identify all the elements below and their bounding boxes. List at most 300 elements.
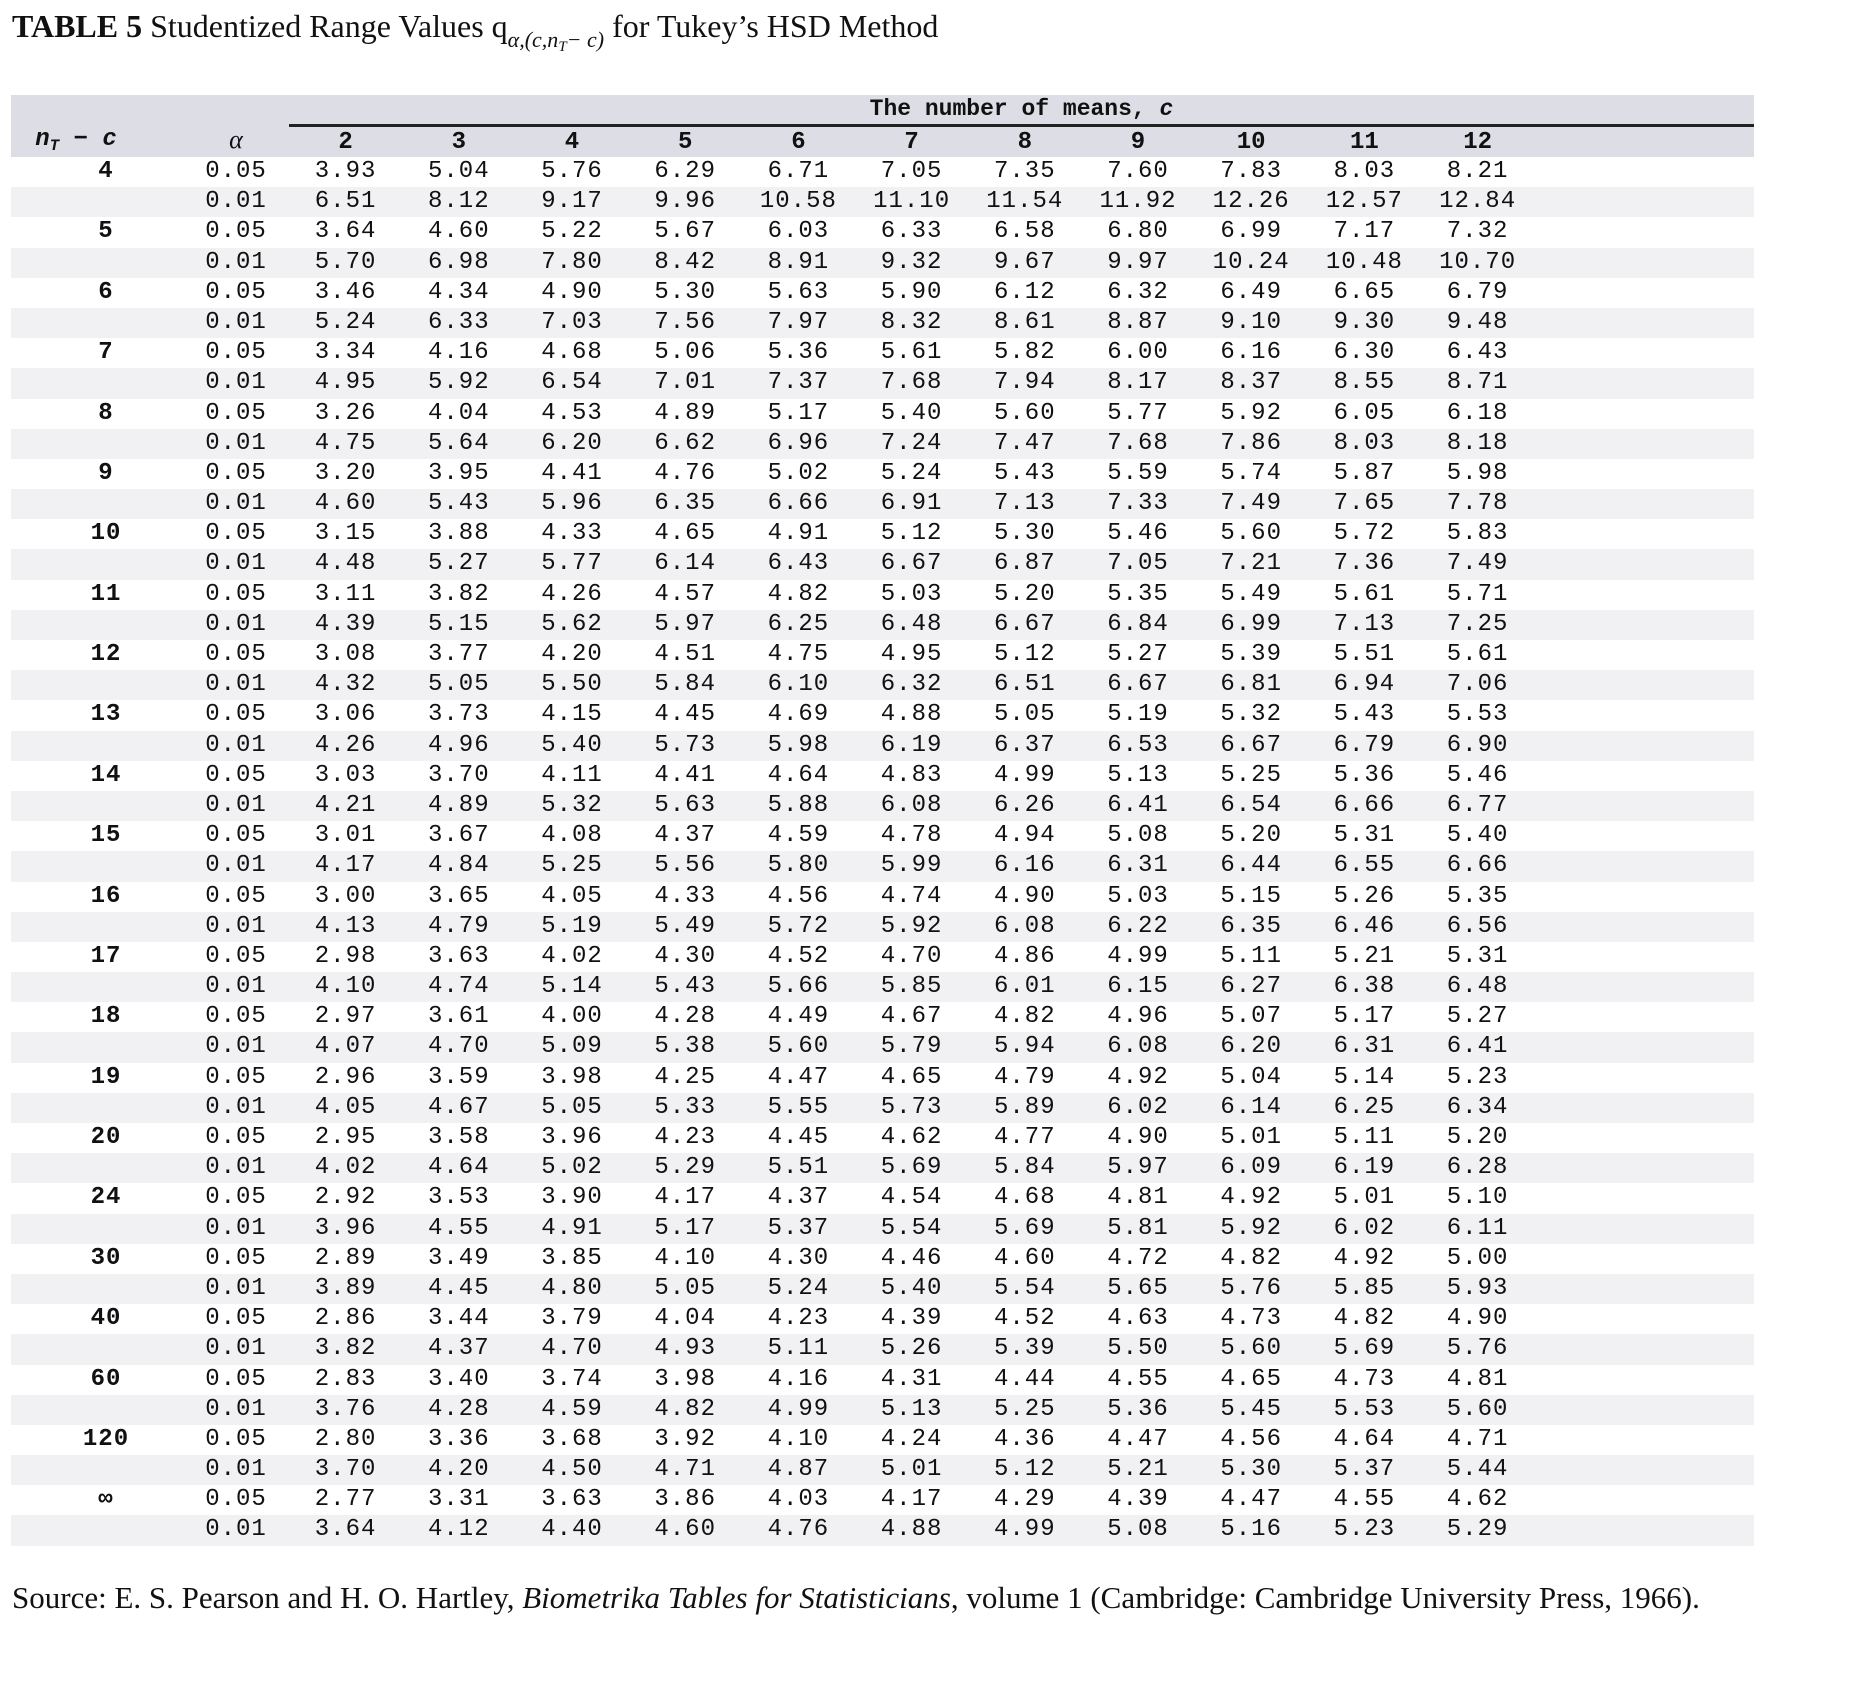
value-cell: 3.76: [314, 1395, 377, 1423]
value-cell: 4.37: [767, 1184, 830, 1212]
column-header-12: 12: [1463, 129, 1492, 156]
value-cell: 5.16: [1220, 1516, 1282, 1544]
value-cell: 4.36: [993, 1425, 1056, 1453]
value-cell: 6.18: [1446, 399, 1509, 427]
value-cell: 4.99: [767, 1395, 830, 1423]
df-cell: [41, 851, 171, 881]
value-cell: 6.25: [1333, 1093, 1396, 1121]
value-cell: 6.80: [1107, 218, 1169, 246]
value-cell: 4.87: [767, 1456, 830, 1484]
value-cell: 2.95: [314, 1124, 377, 1151]
value-cell: 3.00: [314, 882, 377, 910]
value-cell: 3.96: [314, 1214, 377, 1242]
table-row: [11, 157, 1754, 187]
value-cell: 3.74: [541, 1365, 603, 1393]
value-cell: 4.65: [1220, 1365, 1282, 1393]
value-cell: 6.01: [993, 973, 1056, 1001]
value-cell: 2.89: [314, 1244, 377, 1272]
alpha-cell: 0.01: [205, 429, 267, 457]
value-cell: 4.47: [1220, 1486, 1282, 1514]
value-cell: 8.61: [993, 308, 1056, 336]
value-cell: 6.00: [1107, 339, 1169, 367]
value-cell: 5.14: [1333, 1063, 1396, 1091]
table-row: [11, 1455, 1754, 1485]
value-cell: 5.13: [880, 1395, 943, 1423]
value-cell: 6.66: [1446, 852, 1509, 880]
alpha-cell: 0.05: [205, 1244, 267, 1272]
value-cell: 4.89: [654, 399, 716, 427]
value-cell: 5.69: [880, 1154, 943, 1182]
group-label-var: c: [1159, 96, 1174, 122]
value-cell: 5.29: [1446, 1516, 1509, 1544]
table-row: [11, 1093, 1754, 1123]
value-cell: 5.05: [427, 671, 490, 699]
value-cell: 3.79: [541, 1305, 603, 1333]
value-cell: 4.55: [1333, 1486, 1396, 1514]
alpha-cell: 0.01: [205, 912, 267, 940]
value-cell: 5.00: [1446, 1244, 1509, 1272]
value-cell: 5.69: [1333, 1335, 1396, 1363]
value-cell: 4.41: [654, 761, 716, 789]
df-cell: 9: [98, 459, 114, 487]
df-cell: [41, 1274, 171, 1304]
value-cell: 5.22: [541, 218, 603, 246]
value-cell: 6.54: [541, 369, 603, 397]
table-row: [11, 821, 1754, 851]
value-cell: 2.86: [314, 1305, 377, 1333]
df-cell: [41, 972, 171, 1002]
value-cell: 3.59: [427, 1063, 490, 1091]
value-cell: 4.95: [314, 369, 377, 397]
value-cell: 4.64: [767, 761, 830, 789]
value-cell: 4.77: [993, 1124, 1056, 1151]
value-cell: 3.61: [427, 1003, 490, 1031]
value-cell: 4.34: [427, 278, 490, 306]
value-cell: 5.53: [1446, 701, 1509, 729]
value-cell: 5.25: [541, 852, 603, 880]
value-cell: 4.60: [427, 218, 490, 246]
value-cell: 5.08: [1107, 822, 1169, 850]
value-cell: 5.03: [880, 580, 943, 608]
value-cell: 4.20: [541, 641, 603, 668]
df-cell: 17: [90, 942, 122, 970]
value-cell: 5.30: [993, 520, 1056, 548]
alpha-cell: 0.05: [205, 1124, 267, 1151]
value-cell: 3.26: [314, 399, 377, 427]
value-cell: 9.17: [541, 188, 603, 216]
column-header-4: 4: [564, 129, 580, 156]
alpha-cell: 0.05: [205, 1305, 267, 1333]
table-row: [11, 1365, 1754, 1395]
alpha-cell: 0.05: [205, 761, 267, 789]
df-cell: [41, 549, 171, 579]
value-cell: 4.30: [654, 942, 716, 970]
value-cell: 6.32: [1107, 278, 1169, 306]
value-cell: 6.65: [1333, 278, 1396, 306]
value-cell: 4.02: [541, 942, 603, 970]
value-cell: 5.49: [1220, 580, 1282, 608]
value-cell: 3.49: [427, 1244, 490, 1272]
value-cell: 4.79: [427, 912, 490, 940]
value-cell: 4.54: [880, 1184, 943, 1212]
table-row: [11, 308, 1754, 338]
df-cell: 14: [90, 761, 122, 789]
value-cell: 4.73: [1333, 1365, 1396, 1393]
alpha-cell: 0.01: [205, 671, 267, 699]
value-cell: 5.05: [541, 1093, 603, 1121]
alpha-cell: 0.01: [205, 973, 267, 1001]
value-cell: 6.56: [1446, 912, 1509, 940]
value-cell: 7.68: [880, 369, 943, 397]
df-cell: [41, 1515, 171, 1545]
value-cell: 4.44: [993, 1365, 1056, 1393]
value-cell: 5.80: [767, 852, 830, 880]
value-cell: 4.33: [654, 882, 716, 910]
df-cell: 20: [90, 1124, 122, 1151]
value-cell: 5.15: [1220, 882, 1282, 910]
value-cell: 5.72: [1333, 520, 1396, 548]
value-cell: 5.44: [1446, 1456, 1509, 1484]
value-cell: 3.98: [654, 1365, 716, 1393]
value-cell: 6.91: [880, 490, 943, 518]
df-cell: [41, 610, 171, 640]
q-subscript-end: − c): [566, 27, 605, 52]
table-row: [11, 1183, 1754, 1213]
column-header-8: 8: [1017, 129, 1032, 156]
value-cell: 4.99: [993, 761, 1056, 789]
value-cell: 6.35: [1220, 912, 1282, 940]
df-cell: 18: [90, 1003, 122, 1031]
value-cell: 5.01: [1333, 1184, 1396, 1212]
value-cell: 4.39: [1107, 1486, 1169, 1514]
value-cell: 6.79: [1446, 278, 1509, 306]
value-cell: 7.35: [993, 158, 1056, 185]
title-text: Studentized Range Values: [150, 8, 484, 44]
value-cell: 6.49: [1220, 278, 1282, 306]
value-cell: 4.62: [880, 1124, 943, 1151]
value-cell: 5.62: [541, 610, 603, 638]
value-cell: 5.26: [880, 1335, 943, 1363]
alpha-cell: 0.05: [205, 580, 267, 608]
value-cell: 6.09: [1220, 1154, 1282, 1182]
alpha-cell: 0.05: [205, 1486, 267, 1514]
value-cell: 4.71: [654, 1456, 716, 1484]
value-cell: 5.67: [654, 218, 716, 246]
df-cell: [41, 670, 171, 700]
df-cell: 16: [90, 882, 122, 910]
value-cell: 3.40: [427, 1365, 490, 1393]
value-cell: 4.11: [541, 761, 603, 789]
value-cell: 4.73: [1220, 1305, 1282, 1333]
value-cell: 4.91: [767, 520, 830, 548]
value-cell: 4.17: [654, 1184, 716, 1212]
value-cell: 6.84: [1107, 610, 1169, 638]
df-cell: 13: [90, 701, 122, 729]
value-cell: 4.82: [1333, 1305, 1396, 1333]
value-cell: 4.82: [1220, 1244, 1282, 1272]
value-cell: 3.68: [541, 1425, 603, 1453]
value-cell: 3.70: [314, 1456, 377, 1484]
value-cell: 6.31: [1333, 1033, 1396, 1061]
value-cell: 5.79: [880, 1033, 943, 1061]
value-cell: 7.37: [767, 369, 830, 397]
alpha-cell: 0.01: [205, 1335, 267, 1363]
alpha-cell: 0.01: [205, 308, 267, 336]
df-cell: [41, 489, 171, 519]
value-cell: 4.28: [654, 1003, 716, 1031]
value-cell: 4.40: [541, 1516, 603, 1544]
value-cell: 2.80: [314, 1425, 377, 1453]
value-cell: 5.12: [993, 1456, 1056, 1484]
value-cell: 3.63: [541, 1486, 603, 1514]
value-cell: 8.87: [1107, 308, 1169, 336]
table-row: [11, 278, 1754, 308]
value-cell: 4.63: [1107, 1305, 1169, 1333]
value-cell: 6.81: [1220, 671, 1282, 699]
value-cell: 7.83: [1220, 158, 1282, 185]
q-subscript: [507, 27, 605, 55]
value-cell: 5.92: [427, 369, 490, 397]
value-cell: 6.33: [880, 218, 943, 246]
value-cell: 2.77: [314, 1486, 377, 1514]
value-cell: 5.37: [767, 1214, 830, 1242]
value-cell: 7.49: [1220, 490, 1282, 518]
value-cell: 4.96: [1107, 1003, 1169, 1031]
value-cell: 6.87: [993, 550, 1056, 578]
value-cell: 6.14: [1220, 1093, 1282, 1121]
table-row: [11, 489, 1754, 519]
value-cell: 6.29: [654, 158, 716, 185]
value-cell: 6.08: [880, 791, 943, 819]
value-cell: 12.26: [1212, 188, 1290, 216]
value-cell: 6.58: [993, 218, 1056, 246]
value-cell: 3.92: [654, 1425, 716, 1453]
value-cell: 6.44: [1220, 852, 1282, 880]
value-cell: 4.31: [880, 1365, 943, 1393]
value-cell: 4.08: [541, 822, 603, 850]
value-cell: 4.81: [1107, 1184, 1169, 1212]
df-cell: [41, 187, 171, 217]
value-cell: 4.70: [880, 942, 943, 970]
value-cell: 3.46: [314, 278, 377, 306]
table-row: [11, 912, 1754, 942]
value-cell: 4.32: [314, 671, 377, 699]
tukey-table: [11, 95, 1754, 1546]
table-row: [11, 700, 1754, 730]
value-cell: 4.45: [654, 701, 716, 729]
value-cell: 5.77: [1107, 399, 1169, 427]
value-cell: 4.88: [880, 1516, 943, 1544]
table-row: [11, 429, 1754, 459]
value-cell: 4.56: [1220, 1425, 1282, 1453]
value-cell: 3.98: [541, 1063, 603, 1091]
value-cell: 4.76: [767, 1516, 830, 1544]
value-cell: 4.92: [1333, 1244, 1396, 1272]
alpha-cell: 0.01: [205, 1395, 267, 1423]
value-cell: 5.59: [1107, 459, 1169, 487]
value-cell: 6.20: [1220, 1033, 1282, 1061]
value-cell: 4.20: [427, 1456, 490, 1484]
value-cell: 7.56: [654, 308, 716, 336]
df-cell: [41, 731, 171, 761]
df-n: n: [35, 126, 50, 153]
value-cell: 5.97: [654, 610, 716, 638]
value-cell: 7.33: [1107, 490, 1169, 518]
alpha-cell: 0.01: [205, 1274, 267, 1302]
value-cell: 5.38: [654, 1033, 716, 1061]
value-cell: 6.66: [767, 490, 830, 518]
source-prefix: Source: E. S. Pearson and H. O. Hartley,: [12, 1580, 523, 1615]
table-row: [11, 791, 1754, 821]
value-cell: 4.00: [541, 1003, 603, 1031]
value-cell: 8.32: [880, 308, 943, 336]
value-cell: 4.86: [993, 942, 1056, 970]
value-cell: 2.98: [314, 942, 377, 970]
value-cell: 4.39: [880, 1305, 943, 1333]
value-cell: 6.28: [1446, 1154, 1509, 1182]
value-cell: 4.93: [654, 1335, 716, 1363]
value-cell: 7.25: [1446, 610, 1509, 638]
value-cell: 4.80: [541, 1274, 603, 1302]
value-cell: 5.25: [1220, 761, 1282, 789]
value-cell: 5.19: [541, 912, 603, 940]
value-cell: 4.59: [541, 1395, 603, 1423]
value-cell: 5.61: [880, 339, 943, 367]
value-cell: 2.97: [314, 1003, 377, 1031]
value-cell: 5.24: [767, 1274, 830, 1302]
value-cell: 4.57: [654, 580, 716, 608]
df-cell: 40: [90, 1305, 122, 1333]
value-cell: 4.10: [654, 1244, 716, 1272]
df-column-header: [11, 123, 141, 157]
value-cell: 8.91: [767, 248, 830, 276]
value-cell: 5.08: [1107, 1516, 1169, 1544]
alpha-cell: 0.01: [205, 1154, 267, 1182]
table-row: [11, 549, 1754, 579]
df-cell: 6: [98, 278, 114, 306]
alpha-cell: 0.05: [205, 882, 267, 910]
value-cell: 5.24: [880, 459, 943, 487]
value-cell: 4.23: [767, 1305, 830, 1333]
value-cell: 5.71: [1446, 580, 1509, 608]
column-header-11: 11: [1349, 129, 1379, 156]
alpha-cell: 0.05: [205, 158, 267, 185]
table-row: [11, 942, 1754, 972]
value-cell: 10.24: [1212, 248, 1290, 276]
alpha-cell: 0.01: [205, 490, 267, 518]
table-row: [11, 761, 1754, 791]
value-cell: 4.99: [993, 1516, 1056, 1544]
alpha-cell: 0.05: [205, 641, 267, 668]
df-cell: 4: [98, 158, 114, 185]
value-cell: 4.70: [427, 1033, 490, 1061]
table-row: [11, 731, 1754, 761]
value-cell: 5.51: [767, 1154, 830, 1182]
alpha-cell: 0.01: [205, 1456, 267, 1484]
column-header-10: 10: [1236, 129, 1266, 156]
value-cell: 4.04: [654, 1305, 716, 1333]
value-cell: 4.05: [314, 1093, 377, 1121]
alpha-cell: 0.01: [205, 610, 267, 638]
value-cell: 4.62: [1446, 1486, 1509, 1514]
value-cell: 5.39: [993, 1335, 1056, 1363]
table-row: [11, 338, 1754, 368]
table-row: [11, 851, 1754, 881]
value-cell: 5.81: [1107, 1214, 1169, 1242]
value-cell: 5.01: [1220, 1124, 1282, 1151]
value-cell: 3.77: [427, 641, 490, 668]
value-cell: 4.56: [767, 882, 830, 910]
alpha-cell: 0.05: [205, 942, 267, 970]
value-cell: 6.30: [1333, 339, 1396, 367]
value-cell: 6.20: [541, 429, 603, 457]
alpha-cell: 0.05: [205, 1184, 267, 1212]
q-subscript-T: T: [558, 39, 567, 55]
value-cell: 4.92: [1107, 1063, 1169, 1091]
value-cell: 3.86: [654, 1486, 716, 1514]
value-cell: 4.46: [880, 1244, 943, 1272]
value-cell: 2.96: [314, 1063, 377, 1091]
value-cell: 6.16: [1220, 339, 1282, 367]
table-row: [11, 580, 1754, 610]
value-cell: 5.49: [654, 912, 716, 940]
value-cell: 3.03: [314, 761, 377, 789]
value-cell: 8.71: [1446, 369, 1509, 397]
value-cell: 6.77: [1446, 791, 1509, 819]
value-cell: 5.30: [1220, 1456, 1282, 1484]
value-cell: 4.47: [767, 1063, 830, 1091]
value-cell: 4.91: [541, 1214, 603, 1242]
value-cell: 5.73: [880, 1093, 943, 1121]
table-row: [11, 640, 1754, 670]
value-cell: 6.66: [1333, 791, 1396, 819]
value-cell: 5.30: [654, 278, 716, 306]
value-cell: 4.95: [880, 641, 943, 668]
value-cell: 5.21: [1107, 1456, 1169, 1484]
value-cell: 4.07: [314, 1033, 377, 1061]
value-cell: 5.60: [993, 399, 1056, 427]
value-cell: 4.65: [880, 1063, 943, 1091]
value-cell: 4.45: [767, 1124, 830, 1151]
value-cell: 4.51: [654, 641, 716, 668]
value-cell: 5.01: [880, 1456, 943, 1484]
value-cell: 5.33: [654, 1093, 716, 1121]
table-row: [11, 1334, 1754, 1364]
value-cell: 4.96: [427, 731, 490, 759]
table-row: [11, 368, 1754, 398]
value-cell: 4.99: [1107, 942, 1169, 970]
value-cell: 5.25: [993, 1395, 1056, 1423]
alpha-cell: 0.05: [205, 1425, 267, 1453]
column-header-2: 2: [338, 129, 353, 156]
value-cell: 3.36: [427, 1425, 490, 1453]
value-cell: 6.79: [1333, 731, 1396, 759]
value-cell: 6.67: [993, 610, 1056, 638]
table-row: [11, 248, 1754, 278]
value-cell: 5.19: [1107, 701, 1169, 729]
value-cell: 6.12: [993, 278, 1056, 306]
value-cell: 6.05: [1333, 399, 1396, 427]
value-cell: 7.65: [1333, 490, 1396, 518]
value-cell: 4.69: [767, 701, 830, 729]
value-cell: 9.32: [880, 248, 943, 276]
value-cell: 6.55: [1333, 852, 1396, 880]
value-cell: 5.66: [767, 973, 830, 1001]
value-cell: 6.96: [767, 429, 830, 457]
value-cell: 4.78: [880, 822, 943, 850]
value-cell: 3.63: [427, 942, 490, 970]
q-symbol: q: [491, 8, 508, 44]
